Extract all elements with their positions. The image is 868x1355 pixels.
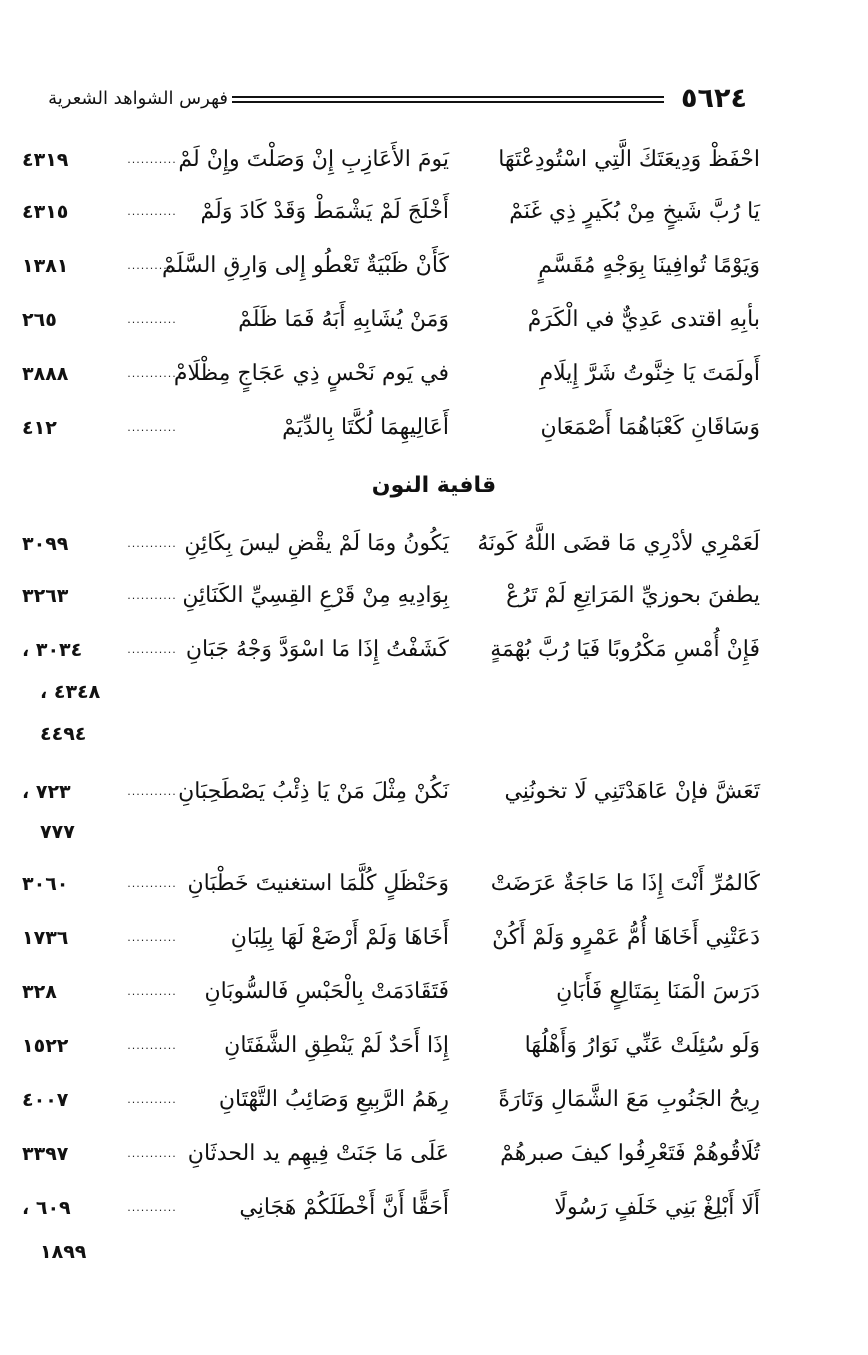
verse-row: [0, 1132, 868, 1180]
verse-first-hemistich: وَيَوْمًا تُوافِينَا بِوَجْهٍ مُقَسَّمٍ: [538, 253, 760, 278]
verse-reference: ٢٦٥: [22, 309, 57, 331]
page-number: ٥٦٢٤: [681, 83, 747, 114]
leader-dots: ...........: [127, 153, 177, 166]
verse-reference: ١٣٨١: [22, 255, 69, 277]
verse-row: [0, 190, 868, 238]
verse-row: [0, 770, 868, 818]
verse-reference: ٣٠٦٠: [22, 873, 69, 895]
leader-dots: ...........: [127, 1039, 177, 1052]
verse-first-hemistich: دَعَتْنِي أَخَاهَا أُمُّ عَمْرٍو وَلَمْ أَكُنْ: [492, 925, 760, 950]
verse-reference: ٤٣١٥: [22, 201, 69, 223]
verse-second-hemistich: إِذَا أَحَدٌ لَمْ يَنْطِقِ الشَّفَتَانِ: [224, 1033, 449, 1058]
verse-first-hemistich: تَعَشَّ فإنْ عَاهَدْتَنِي لَا تخونُنِي: [504, 779, 760, 804]
verse-row: [0, 1024, 868, 1072]
verse-reference: ٣٢٦٣: [22, 585, 69, 607]
verse-reference-continued: ٧٧٧: [40, 821, 75, 843]
verse-second-hemistich: أَعَالِيهِمَا لُكَّتَا بِالدِّيَمْ: [282, 415, 449, 440]
verse-reference: ٣٨٨٨: [22, 363, 69, 385]
verse-row: [0, 574, 868, 622]
leader-dots: ...........: [127, 931, 177, 944]
verse-row: [0, 1078, 868, 1126]
leader-dots: ...........: [127, 877, 177, 890]
verse-reference: ٤٣١٩: [22, 149, 69, 171]
verse-second-hemistich: بِوَادِيهِ مِنْ قَرْعِ القِسِيِّ الكَنَائِنِ: [182, 583, 449, 608]
verse-row: [0, 970, 868, 1018]
verse-row: [0, 138, 868, 186]
verse-first-hemistich: تُلَاقُوهُمْ فَتَعْرِفُوا كيفَ صبرهُمْ: [500, 1141, 760, 1166]
verse-second-hemistich: في يَوم نَحْسٍ ذِي عَجَاجٍ مِظْلَامْ: [173, 361, 449, 386]
verse-row: [0, 298, 868, 346]
verse-first-hemistich: أَولَمَتَ يَا خِنَّوتُ شَرَّ إِيلَامِ: [539, 361, 760, 386]
verse-second-hemistich: أَحَقًّا أَنَّ أَخْطَلَكُمْ هَجَانِي: [239, 1195, 449, 1220]
verse-first-hemistich: وَسَاقَانِ كَعْبَاهُمَا أَصْمَعَانِ: [540, 415, 760, 440]
leader-dots: ...........: [127, 1201, 177, 1214]
verse-reference: ١٥٢٢: [22, 1035, 69, 1057]
leader-dots: ...........: [127, 1093, 177, 1106]
leader-dots: ...........: [127, 205, 177, 218]
verse-row: [0, 352, 868, 400]
verse-first-hemistich: وَلَو سُئِلَتْ عَنِّي نَوَارُ وَأَهْلُهَا: [524, 1033, 760, 1058]
verse-first-hemistich: احْفَظْ وَدِيعَتَكَ الَّتِي اسْتُودِعْتَهَا: [498, 147, 760, 172]
verse-first-hemistich: رِيحُ الجَنُوبِ مَعَ الشَّمَالِ وَتَارَةً: [498, 1087, 760, 1112]
verse-first-hemistich: دَرَسَ الْمَنَا بِمَتَالِعٍ فَأَبَانِ: [556, 979, 760, 1004]
verse-second-hemistich: وَمَنْ يُشَابِهِ أَبَهُ فَمَا ظَلَمْ: [238, 307, 449, 332]
leader-dots: ...........: [127, 367, 177, 380]
leader-dots: ...........: [127, 421, 177, 434]
verse-reference-continued: ٤٣٤٨ ،: [40, 681, 101, 703]
verse-second-hemistich: أَخَاهَا وَلَمْ أَرْضَعْ لَهَا بِلِبَانِ: [230, 925, 449, 950]
verse-row: [0, 862, 868, 910]
verse-second-hemistich: وَحَنْظَلٍ كُلَّمَا استغنيتَ خَطْبَانِ: [187, 871, 449, 896]
verse-row: [0, 916, 868, 964]
verse-second-hemistich: كَأَنْ ظَبْيَةٌ تَعْطُو إِلى وَارِقِ السَّلَمْ: [162, 253, 449, 278]
verse-first-hemistich: يَا رُبَّ شَيخٍ مِنْ بُكَيرٍ ذِي غَنَمْ: [509, 199, 760, 224]
leader-dots: ...........: [127, 589, 177, 602]
leader-dots: ...........: [127, 1147, 177, 1160]
verse-reference: ٣٠٩٩: [22, 533, 69, 555]
verse-second-hemistich: كَشَفْتُ إِذَا مَا اسْوَدَّ وَجْهُ جَبَانِ: [185, 637, 449, 662]
verse-second-hemistich: نَكُنْ مِثْلَ مَنْ يَا ذِئْبُ يَصْطَحِبَانِ: [178, 779, 449, 804]
verse-first-hemistich: فَإِنْ أُمْسِ مَكْرُوبًا فَيَا رُبَّ بُهْمَةٍ: [490, 637, 760, 662]
verse-first-hemistich: بأبِهِ اقتدى عَدِيٌّ في الْكَرَمْ: [527, 307, 760, 332]
verse-reference: ٣٣٩٧: [22, 1143, 69, 1165]
verse-first-hemistich: كَالمُرِّ أَنْتَ إِذَا مَا حَاجَةٌ عَرَضَتْ: [490, 871, 760, 896]
leader-dots: ...........: [127, 985, 177, 998]
verse-row: [0, 1186, 868, 1234]
verse-second-hemistich: أَخْلَجَ لَمْ يَشْمَطْ وَقَدْ كَادَ وَلَمْ: [200, 199, 449, 224]
verse-second-hemistich: فَتَقَادَمَتْ بِالْحَبْسِ فَالسُّوبَانِ: [204, 979, 449, 1004]
verse-reference: ٤١٢: [22, 417, 57, 439]
verse-reference-continued: ١٨٩٩: [40, 1241, 87, 1263]
verse-second-hemistich: عَلَى مَا جَنَتْ فِيهِم يد الحدثَانِ: [187, 1141, 449, 1166]
leader-dots: ...........: [127, 785, 177, 798]
verse-second-hemistich: يَكُونُ ومَا لَمْ يقْضِ ليسَ بِكَائِنِ: [184, 531, 449, 556]
verse-reference: ٣٢٨: [22, 981, 57, 1003]
verse-reference: ٦٠٩ ،: [22, 1197, 71, 1219]
leader-dots: ...........: [127, 313, 177, 326]
verse-row: [0, 628, 868, 676]
verse-reference-continued: ٤٤٩٤: [40, 723, 87, 745]
verse-reference: ١٧٣٦: [22, 927, 69, 949]
verse-row: [0, 244, 868, 292]
page-title: فهرس الشواهد الشعرية: [48, 88, 228, 109]
verse-second-hemistich: يَومَ الأَعَازِبِ إِنْ وَصَلْتَ وإِنْ لَمْ: [178, 147, 449, 172]
verse-reference: ٣٠٣٤ ،: [22, 639, 83, 661]
leader-dots: ...........: [127, 643, 177, 656]
header-rule: [232, 96, 664, 103]
verse-second-hemistich: رِهَمُ الرَّبِيعِ وَصَائِبُ التَّهْتَانِ: [218, 1087, 449, 1112]
verse-row: [0, 406, 868, 454]
section-heading: قافية النون: [371, 473, 497, 498]
verse-row: [0, 522, 868, 570]
verse-first-hemistich: يطفنَ بحوزيِّ المَرَاتِعِ لَمْ تَرُعْ: [506, 583, 760, 608]
verse-first-hemistich: لَعَمْرِي لأدْرِي مَا قضَى اللَّهُ كَونَهُ: [477, 531, 760, 556]
leader-dots: ...........: [127, 537, 177, 550]
verse-reference: ٤٠٠٧: [22, 1089, 69, 1111]
leader-dots: ...........: [127, 259, 177, 272]
verse-reference: ٧٢٣ ،: [22, 781, 71, 803]
verse-first-hemistich: أَلَا أَبْلِغْ بَنِي خَلَفٍ رَسُولًا: [554, 1195, 760, 1220]
